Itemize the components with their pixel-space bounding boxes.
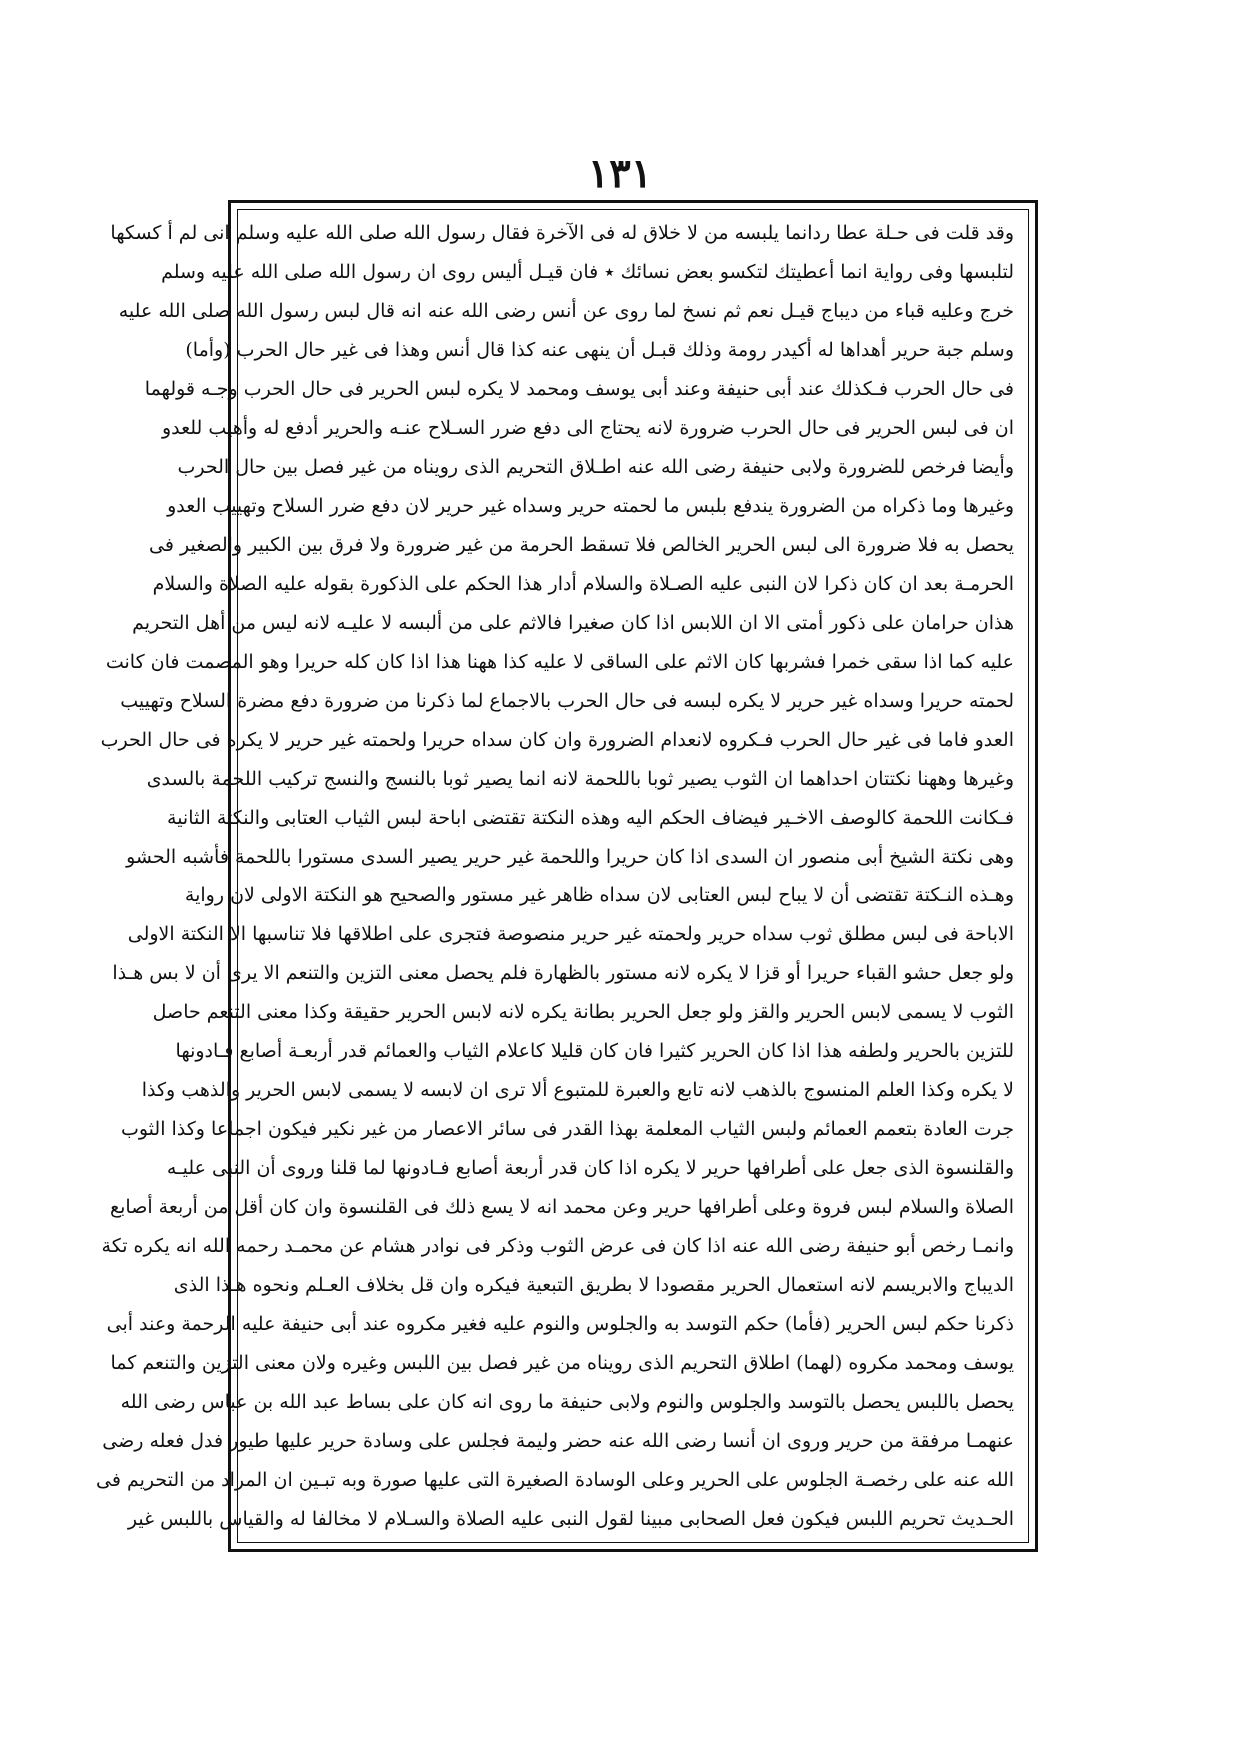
text-line: ذكرنا حكم لبس الحرير (فأما) حكم التوسد به والجلوس والنوم عليه فغير مكروه عند أبى حنيفة عليه الرحمة وعند أبى	[106, 1313, 1014, 1336]
text-line: عنهمـا مرفقة من حرير وروى ان أنسا رضى الله عنه حضر وليمة فجلس على وسادة حرير عليها طيور فدل فعله رضى	[102, 1430, 1014, 1453]
text-line: هذان حرامان على ذكور أمتى الا ان اللابس اذا كان صغيرا فالاثم على من ألبسه لا عليـه لانه ليس من أهل التحريم	[132, 611, 1014, 634]
text-line: وانمـا رخص أبو حنيفة رضى الله عنه اذا كان فى عرض الثوب وذكر فى نوادر هشام عن محمـد رحمه الله انه يكره تكة	[101, 1235, 1014, 1258]
page-frame-inner	[96, 209, 1029, 1543]
text-line: فـكانت اللحمة كالوصف الاخـير فيضاف الحكم اليه وهذه النكتة تقتضى اباحة لبس الثياب العتابى والنكتة الثانية	[167, 806, 1014, 829]
text-line: وغيرها وما ذكراه من الضرورة يندفع بلبس ما لحمته حرير وسداه غير حرير لان دفع ضرر السلاح وتهييب العدو	[167, 494, 1014, 517]
page-frame	[96, 200, 1038, 1552]
text-line: الديباج والابريسم لانه استعمال الحرير مقصودا لا بطريق التبعية فيكره وان قل بخلاف العـلم ونحوه هـذا الذى	[173, 1274, 1014, 1297]
text-line: خرج وعليه قباء من ديباج قيـل نعم ثم نسخ لما روى عن أنس رضى الله عنه انه قال لبس رسول الله صلى الله عليه	[118, 299, 1014, 322]
text-line: الثوب لا يسمى لابس الحرير والقز ولو جعل الحرير بطانة يكره لانه لابس الحرير حقيقة وكذا معنى التنعم حاصل	[152, 1001, 1014, 1024]
text-line: يحصل به فلا ضرورة الى لبس الحرير الخالص فلا تسقط الحرمة من غير ضرورة ولا فرق بين الكبير والصغير فى	[149, 533, 1014, 556]
text-line: جرت العادة بتعمم العمائم ولبس الثياب المعلمة بهذا القدر فى سائر الاعصار من غير نكير فيكون اجماعا وكذا الثوب	[120, 1118, 1014, 1141]
text-line: عليه كما اذا سقى خمرا فشربها كان الاثم على الساقى لا عليه كذا ههنا هذا اذا كان كله حريرا وهو المصمت فان كانت	[105, 650, 1014, 673]
text-line: الاباحة فى لبس مطلق ثوب سداه حرير ولحمته غير حرير منصوصة فتجرى على اطلاقها فلا تناسبها الا النكتة الاولى	[127, 923, 1014, 946]
text-line: يوسف ومحمد مكروه (لهما) اطلاق التحريم الذى رويناه من غير فصل بين اللبس وغيره ولان معنى التزين والتنعم كما	[110, 1352, 1014, 1375]
text-line: وغيرها وههنا نكتتان احداهما ان الثوب يصير ثوبا باللحمة لانه انما يصير ثوبا بالنسج والنسج تركيب اللحمة بالسدى	[146, 767, 1014, 790]
text-line: لا يكره وكذا العلم المنسوج بالذهب لانه تابع والعبرة للمتبوع ألا ترى ان لابسه لا يسمى لابس الحرير والذهب وكذا	[141, 1079, 1014, 1102]
text-line: لحمته حريرا وسداه غير حرير لا يكره لبسه فى حال الحرب بالاجماع لما ذكرنا من ضرورة دفع مضرة السلاح وتهييب	[120, 689, 1014, 712]
text-line: فى حال الحرب فـكذلك عند أبى حنيفة وعند أبى يوسف ومحمد لا يكره لبس الحرير فى حال الحرب وجـه قولهما	[144, 377, 1014, 400]
text-line: الصلاة والسلام لبس فروة وعلى أطرافها حرير وعن محمد انه لا يسع ذلك فى القلنسوة وان كان أقل من أربعة أصابع	[110, 1196, 1014, 1219]
text-line: العدو فاما فى غير حال الحرب فـكروه لانعدام الضرورة وان كان سداه حريرا ولحمته غير حرير لا يكره فى حال الحرب	[100, 728, 1014, 751]
text-line: وهى نكتة الشيخ أبى منصور ان السدى اذا كان حريرا واللحمة غير حرير يصير السدى مستورا باللحمة فأشبه الحشو	[126, 845, 1014, 868]
text-line: وسلم جبة حرير أهداها له أكيدر رومة وذلك قبـل أن ينهى عنه كذا قال أنس وهذا فى غير حال الحرب (وأما)	[185, 338, 1014, 361]
text-line: يحصل باللبس يحصل بالتوسد والجلوس والنوم ولابى حنيفة ما روى انه كان على بساط عبد الله بن عباس رضى الله	[120, 1391, 1014, 1414]
text-line: وأيضا فرخص للضرورة ولابى حنيفة رضى الله عنه اطـلاق التحريم الذى رويناه من غير فصل بين حال الحرب	[177, 455, 1014, 478]
text-line: للتزين بالحرير ولطفه هذا اذا كان الحرير كثيرا فان كان قليلا كاعلام الثياب والعمائم قدر أربعـة أصابع فـادونها	[175, 1040, 1014, 1063]
body-text	[96, 218, 1014, 1534]
text-line: الله عنه على رخصـة الجلوس على الحرير وعلى الوسادة الصغيرة التى عليها صورة وبه تبـين ان المراد من التحريم فى	[96, 1469, 1014, 1491]
text-line: الحرمـة بعد ان كان ذكرا لان النبى عليه الصـلاة والسلام أدار هذا الحكم على الذكورة بقوله عليه الصلاة والسلام	[152, 572, 1014, 595]
text-line: والقلنسوة الذى جعل على أطرافها حرير لا يكره اذا كان قدر أربعة أصابع فـادونها لما قلنا وروى أن النبى عليـه	[166, 1157, 1014, 1180]
text-line: الحـديث تحريم اللبس فيكون فعل الصحابى مبينا لقول النبى عليه الصلاة والسـلام لا مخالفا له والقياس باللبس غير	[127, 1507, 1014, 1530]
text-line: ولو جعل حشو القباء حريرا أو قزا لا يكره لانه مستور بالظهارة فلم يحصل معنى التزين والتنعم الا يرى أن لا بس هـذا	[112, 962, 1014, 985]
text-line: وهـذه النـكتة تقتضى أن لا يباح لبس العتابى لان سداه ظاهر غير مستور والصحيح هو النكتة الاولى لان رواية	[184, 884, 1014, 907]
text-line: ان فى لبس الحرير فى حال الحرب ضرورة لانه يحتاج الى دفع ضرر السـلاح عنـه والحرير أدفع له وأهيب للعدو	[161, 416, 1014, 439]
text-line: وقد قلت فى حـلة عطا ردانما يلبسه من لا خلاق له فى الآخرة فقال رسول الله صلى الله عليه وسلم انى لم أ كسكها	[110, 222, 1014, 244]
text-line: لتلبسها وفى رواية انما أعطيتك لتكسو بعض نسائك ٭ فان قيـل أليس روى ان رسول الله صلى الله عليه وسلم	[161, 260, 1014, 283]
page-number: ١٣١	[587, 150, 653, 197]
